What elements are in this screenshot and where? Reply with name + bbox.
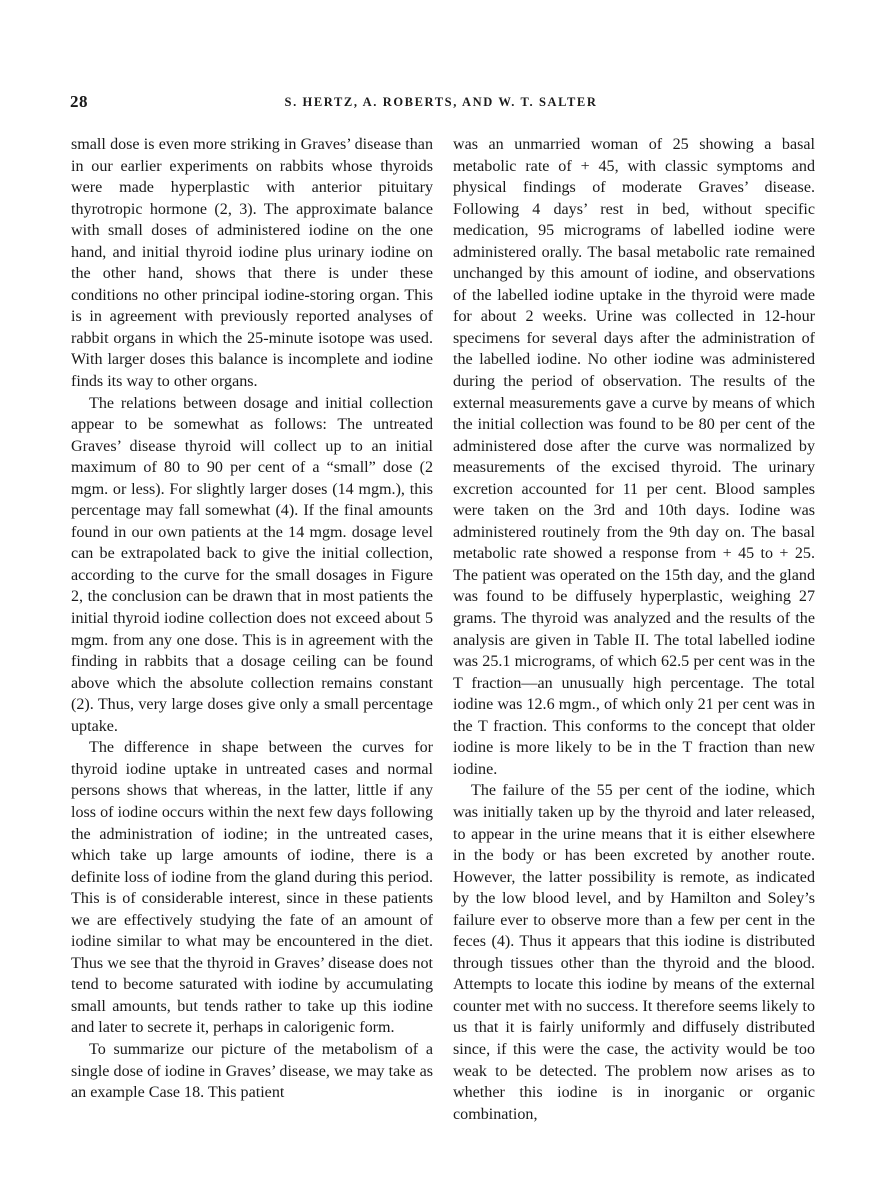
paragraph-dosage-collection: The relations between dosage and initial collection appear to be somewhat as follows: The untreated Graves’ disease thyroid will collect up to an initial maximum of 80 to 90 per cent of a “small” dose (2 mgm. or less). For slightly larger doses (14 mgm.), this percentage may fall somewhat (4). If the final amounts found in our own patients at the 14 mgm. dosage level can be extrapolated back to give the initial collection, according to the curve for the small dosages in Figure 2, the conclusion can be drawn that in most patients the initial thyroid iodine collection does not exceed about 5 mgm. from any one dose. This is in agreement with the finding in rabbits that a dosage ceiling can be found above which the absolute collection remains constant (2). Thus, very large doses give only a small percentage uptake. — [71, 394, 433, 735]
page-header — [70, 92, 812, 118]
right-column — [453, 134, 815, 1125]
paragraph-summary-case: To summarize our picture of the metabolism of a single dose of iodine in Graves’ disease, we may take as an example Case 18. This patient — [71, 1040, 433, 1102]
paragraph-iodine-failure: The failure of the 55 per cent of the iodine, which was initially taken up by the thyroid and later released, to appear in the urine means that it is either elsewhere in the body or has been excreted by another route. However, the latter possibility is remote, as indicated by the low blood level, and by Hamilton and Soley’s failure ever to observe more than a few per cent in the feces (4). Thus it appears that this iodine is distributed through tissues other than the thyroid and the blood. Attempts to locate this iodine by means of the external counter met with no success. It therefore seems likely to us that it is fairly uniformly and diffusely distributed since, if this were the case, the activity would be too weak to be detected. The problem now arises as to whether this iodine is in inorganic or organic combination, — [453, 782, 815, 1123]
paragraph-case-18: was an unmarried woman of 25 showing a basal metabolic rate of + 45, with classic symptoms and physical findings of moderate Graves’ disease. Following 4 days’ rest in bed, without specific medication, 95 micrograms of labelled iodine were administered orally. The basal metabolic rate remained unchanged by this amount of iodine, and observations of the labelled iodine uptake in the thyroid were made for about 2 weeks. Urine was collected in 12-hour specimens for several days after the administration of the labelled iodine. No other iodine was administered during the period of observation. The results of the external measurements gave a curve by means of which the initial collection was found to be 80 per cent of the administered dose after the curve was normalized by measurements of the excised thyroid. The urinary excretion accounted for 11 per cent. Blood samples were taken on the 3rd and 10th days. Iodine was administered routinely from the 9th day on. The basal metabolic rate showed a response from + 45 to + 25. The patient was operated on the 15th day, and the gland was found to be diffusely hyperplastic, weighing 27 grams. The thyroid was analyzed and the results of the analysis are given in Table II. The total labelled iodine was 25.1 micrograms, of which 62.5 per cent was in the T fraction—an unusually high percentage. The total iodine was 12.6 mgm., of which only 21 per cent was in the T fraction. This conforms to the concept that older iodine is more likely to be in the T fraction than new iodine. — [453, 136, 815, 778]
left-column — [71, 134, 433, 1104]
paragraph-continued: small dose is even more striking in Graves’ disease than in our earlier experiments on rabbits whose thyroids were made hyperplastic with anterior pituitary thyrotropic hormone (2, 3). The approximate balance with small doses of administered iodine on the one hand, and initial thyroid iodine plus urinary iodine on the other hand, shows that there is under these conditions no other principal iodine-storing organ. This is in agreement with previously reported analyses of rabbit organs in which the 25-minute isotope was used. With larger doses this balance is incomplete and iodine finds its way to other organs. — [71, 136, 433, 391]
running-head-authors: S. HERTZ, A. ROBERTS, AND W. T. SALTER — [284, 95, 598, 109]
paragraph-uptake-curves: The difference in shape between the curves for thyroid iodine uptake in untreated cases and normal persons shows that whereas, in the latter, little if any loss of iodine occurs within the next few days following the administration of iodine; in the untreated cases, which take up large amounts of iodine, there is a definite loss of iodine from the gland during this period. This is of considerable interest, since in these patients we are effectively studying the fate of an amount of iodine similar to what may be encountered in the diet. Thus we see that the thyroid in Graves’ disease does not tend to become saturated with iodine by accumulating small amounts, but tends rather to take up this iodine and later to secrete it, perhaps in calorigenic form. — [71, 739, 433, 1037]
page-number: 28 — [70, 92, 88, 111]
